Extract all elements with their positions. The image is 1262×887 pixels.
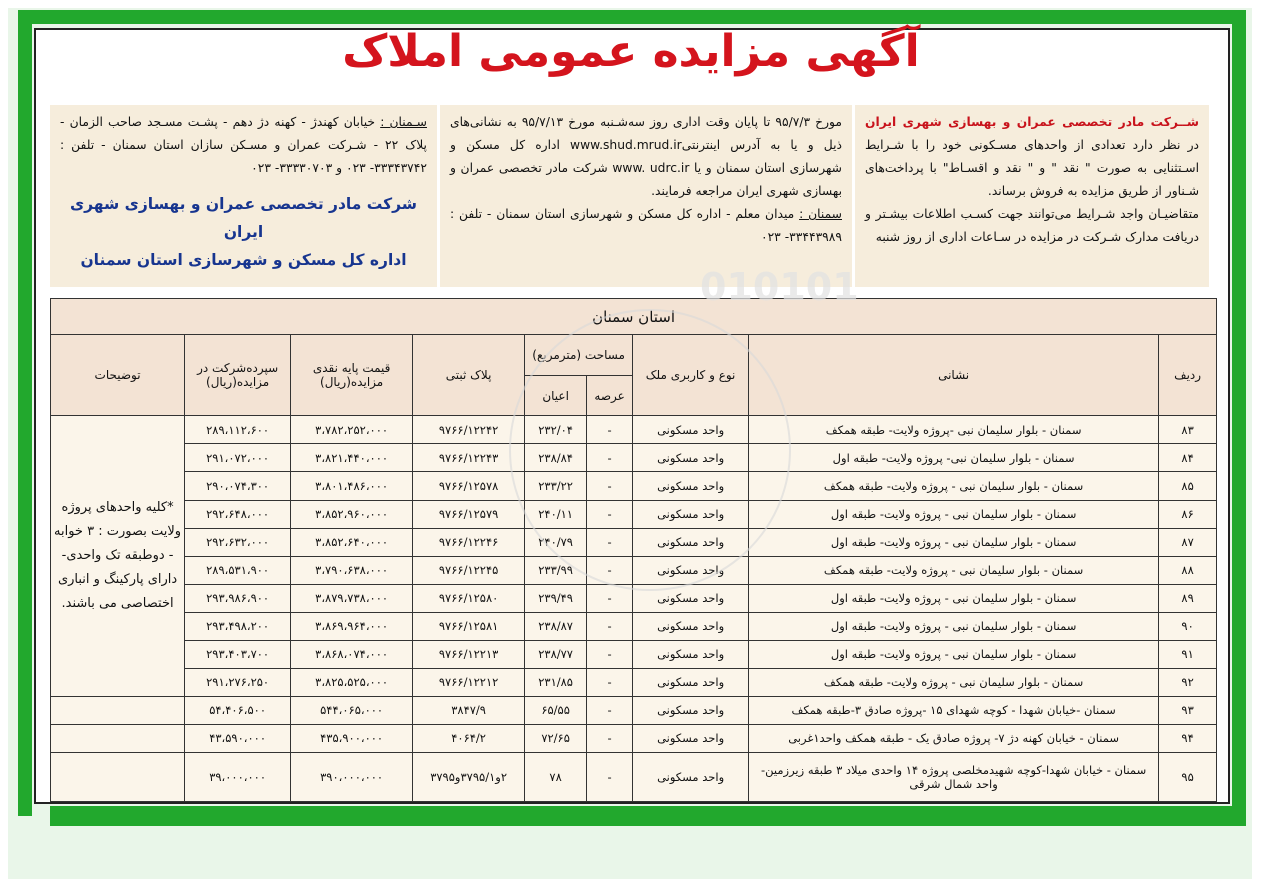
header-plate: پلاک ثبتی (413, 335, 525, 416)
cell-price: ۳،۸۰۱،۴۸۶،۰۰۰ (291, 472, 413, 500)
table-row (51, 556, 1217, 584)
cell-area-land: - (587, 584, 633, 612)
cell-deposit: ۲۸۹،۵۳۱،۹۰۰ (185, 556, 291, 584)
notes-cell: *کلیه واحدهای پروژه ولایت بصورت : ۳ خوابه - دوطبقه تک واحدی- دارای پارکینگ و انباری اختصاصی می باشند. (51, 416, 185, 696)
cell-price: ۳،۸۶۹،۹۶۴،۰۰۰ (291, 612, 413, 640)
cell-usage: واحد مسکونی (633, 640, 749, 668)
table-row (51, 528, 1217, 556)
cell-radif: ۸۹ (1159, 584, 1217, 612)
cell-area-land: - (587, 640, 633, 668)
header-radif: ردیف (1159, 335, 1217, 416)
province-header: استان سمنان (51, 299, 1217, 335)
cell-radif: ۹۴ (1159, 724, 1217, 752)
cell-radif: ۸۸ (1159, 556, 1217, 584)
table-row (51, 472, 1217, 500)
cell-address: سمنان - بلوار سلیمان نبی- پروژه ولایت- طبقه اول (749, 444, 1159, 472)
cell-area-building: ۲۳۲/۰۴ (525, 416, 587, 444)
table-row (51, 612, 1217, 640)
header-area: مساحت (مترمربع) (525, 335, 633, 376)
cell-address: سمنان -خیابان شهدا - کوچه شهدای ۱۵ -پروژه صادق ۳-طبقه همکف (749, 696, 1159, 724)
cell-area-land: - (587, 556, 633, 584)
cell-plate: ۴۰۶۴/۲ (413, 724, 525, 752)
cell-price: ۳،۸۵۲،۹۶۰،۰۰۰ (291, 500, 413, 528)
table-row (51, 500, 1217, 528)
cell-deposit: ۲۹۳،۴۰۳،۷۰۰ (185, 640, 291, 668)
cell-radif: ۹۳ (1159, 696, 1217, 724)
mid-address-label: سمنان : (799, 207, 842, 221)
cell-area-building: ۷۲/۶۵ (525, 724, 587, 752)
cell-area-building: ۲۴۰/۱۱ (525, 500, 587, 528)
intro-company-name: شــرکت مادر تخصصی عمران و بهسازی شهری ایران (865, 115, 1199, 129)
cell-radif: ۸۴ (1159, 444, 1217, 472)
cell-area-building: ۲۳۹/۴۹ (525, 584, 587, 612)
green-border-bottom (50, 806, 1245, 826)
intro-mid-text: مورخ ۹۵/۷/۳ تا پایان وقت اداری روز سه‌شـنبه مورخ ۹۵/۷/۱۳ به نشانی‌های ذیل و یا به آدرس اینترنتیwww.shud.mrud.ir اداره کل مسکن و شهرسازی استان سمنان و یا www. udrc.ir شرکت مادر تخصصی عمران و بهسازی شهری ایران مراجعه فرمایند. (450, 115, 843, 198)
header-area-land: عرصه (587, 375, 633, 416)
notes-cell-empty (51, 724, 185, 752)
cell-plate: ۲و۳۷۹۵/۱و۳۷۹۵ (413, 752, 525, 801)
cell-price: ۳،۸۶۸،۰۷۴،۰۰۰ (291, 640, 413, 668)
cell-plate: ۳۸۴۷/۹ (413, 696, 525, 724)
cell-area-building: ۲۳۸/۸۴ (525, 444, 587, 472)
table-row (51, 724, 1217, 752)
cell-area-building: ۲۳۱/۸۵ (525, 668, 587, 696)
cell-area-land: - (587, 612, 633, 640)
cell-area-land: - (587, 444, 633, 472)
table-row (51, 696, 1217, 724)
cell-radif: ۸۶ (1159, 500, 1217, 528)
cell-radif: ۹۲ (1159, 668, 1217, 696)
cell-plate: ۹۷۶۶/۱۲۲۱۳ (413, 640, 525, 668)
cell-radif: ۹۰ (1159, 612, 1217, 640)
cell-plate: ۹۷۶۶/۱۲۵۷۹ (413, 500, 525, 528)
cell-deposit: ۲۹۳،۹۸۶،۹۰۰ (185, 584, 291, 612)
mid-address: میدان معلم - اداره کل مسکن و شهرسازی استان سمنان - تلفن : ۳۳۴۴۳۹۸۹- ۰۲۳ (450, 207, 842, 244)
header-usage: نوع و کاربری ملک (633, 335, 749, 416)
cell-radif: ۹۵ (1159, 752, 1217, 801)
cell-plate: ۹۷۶۶/۱۲۵۷۸ (413, 472, 525, 500)
cell-usage: واحد مسکونی (633, 724, 749, 752)
intro-right-text1: در نظر دارد تعدادی از واحدهای مسـکونی خود را با شـرایط اسـتثنایی به صورت " نقد " و " نقد و اقسـاط" با پرداخت‌های شـناور از طریق مزایده به فروش برساند. (865, 138, 1199, 198)
intro-left-column (50, 105, 437, 287)
cell-area-land: - (587, 724, 633, 752)
cell-address: سمنان - بلوار سلیمان نبی - پروژه ولایت- طبقه اول (749, 640, 1159, 668)
cell-address: سمنان - بلوار سلیمان نبی - پروژه ولایت- طبقه اول (749, 612, 1159, 640)
cell-area-building: ۶۵/۵۵ (525, 696, 587, 724)
cell-deposit: ۲۹۲،۶۳۲،۰۰۰ (185, 528, 291, 556)
green-border-left (18, 10, 32, 816)
left-company-name-1: شرکت مادر تخصصی عمران و بهسازی شهری ایران (69, 195, 418, 241)
table-row (51, 584, 1217, 612)
cell-deposit: ۲۹۰،۰۷۴،۳۰۰ (185, 472, 291, 500)
cell-address: سمنان - بلوار سلیمان نبی - پروژه ولایت- طبقه همکف (749, 668, 1159, 696)
cell-deposit: ۲۹۲،۶۴۸،۰۰۰ (185, 500, 291, 528)
cell-price: ۵۴۴،۰۶۵،۰۰۰ (291, 696, 413, 724)
cell-usage: واحد مسکونی (633, 612, 749, 640)
cell-address: سمنان - خیابان کهنه دژ ۷- پروژه صادق یک - طبقه همکف واحد۱غربی (749, 724, 1159, 752)
cell-deposit: ۲۸۹،۱۱۲،۶۰۰ (185, 416, 291, 444)
left-company-block (60, 190, 427, 274)
notes-cell-empty (51, 696, 185, 724)
cell-price: ۳،۷۹۰،۶۳۸،۰۰۰ (291, 556, 413, 584)
properties-table (50, 298, 1217, 802)
cell-deposit: ۲۹۱،۲۷۶،۲۵۰ (185, 668, 291, 696)
left-address-label: سـمنان : (380, 115, 427, 129)
cell-area-land: - (587, 416, 633, 444)
intro-middle-column (440, 105, 852, 287)
cell-area-building: ۲۴۰/۷۹ (525, 528, 587, 556)
cell-price: ۳،۷۸۲،۲۵۲،۰۰۰ (291, 416, 413, 444)
cell-plate: ۹۷۶۶/۱۲۲۴۳ (413, 444, 525, 472)
cell-plate: ۹۷۶۶/۱۲۲۴۵ (413, 556, 525, 584)
cell-usage: واحد مسکونی (633, 472, 749, 500)
cell-address: سمنان - خیابان شهدا-کوچه شهیدمخلصی پروژه ۱۴ واحدی میلاد ۳ طبقه زیرزمین- واحد شمال شرقی (749, 752, 1159, 801)
left-address: خیابان کهندژ - کهنه دژ دهم - پشـت مسـجد صاحب الزمان - پلاک ۲۲ - شـرکت عمران و مسـکن سازان استان سمنان - تلفن : ۳۳۳۴۳۷۴۲- ۰۲۳ و ۳۳۳۳۰۷۰۳- ۰۲۳ (60, 115, 427, 175)
cell-deposit: ۳۹،۰۰۰،۰۰۰ (185, 752, 291, 801)
svg-text:010101: 010101 (700, 270, 859, 309)
cell-plate: ۹۷۶۶/۱۲۲۴۲ (413, 416, 525, 444)
table-row (51, 752, 1217, 801)
left-company-name-2: اداره کل مسکن و شهرسازی استان سمنان (80, 251, 407, 269)
cell-area-land: - (587, 696, 633, 724)
cell-usage: واحد مسکونی (633, 444, 749, 472)
cell-usage: واحد مسکونی (633, 696, 749, 724)
cell-radif: ۸۷ (1159, 528, 1217, 556)
intro-right-text2: متقاضیـان واجد شـرایط می‌توانند جهت کسـب اطلاعات بیشـتر و دریافت مدارک شـرکت در مزایده در سـاعات اداری از روز شنبه (865, 207, 1199, 244)
cell-radif: ۸۵ (1159, 472, 1217, 500)
table-row (51, 640, 1217, 668)
intro-right-column (855, 105, 1209, 287)
cell-usage: واحد مسکونی (633, 416, 749, 444)
cell-usage: واحد مسکونی (633, 668, 749, 696)
cell-price: ۳،۸۲۵،۵۲۵،۰۰۰ (291, 668, 413, 696)
cell-deposit: ۲۹۳،۴۹۸،۲۰۰ (185, 612, 291, 640)
header-area-building: اعیان (525, 375, 587, 416)
cell-price: ۳،۸۷۹،۷۳۸،۰۰۰ (291, 584, 413, 612)
cell-area-land: - (587, 528, 633, 556)
cell-deposit: ۵۴،۴۰۶،۵۰۰ (185, 696, 291, 724)
header-address: نشانی (749, 335, 1159, 416)
cell-usage: واحد مسکونی (633, 584, 749, 612)
cell-plate: ۹۷۶۶/۱۲۵۸۱ (413, 612, 525, 640)
cell-usage: واحد مسکونی (633, 752, 749, 801)
table-row (51, 668, 1217, 696)
green-border-top (18, 10, 1244, 24)
green-border-right (1232, 10, 1246, 826)
cell-address: سمنان - بلوار سلیمان نبی - پروژه ولایت- طبقه اول (749, 500, 1159, 528)
header-notes: توضیحات (51, 335, 185, 416)
cell-deposit: ۲۹۱،۰۷۲،۰۰۰ (185, 444, 291, 472)
table-row (51, 444, 1217, 472)
cell-address: سمنان - بلوار سلیمان نبی -پروژه ولایت- طبقه همکف (749, 416, 1159, 444)
cell-radif: ۸۳ (1159, 416, 1217, 444)
notes-cell-empty (51, 752, 185, 801)
cell-plate: ۹۷۶۶/۱۲۲۴۶ (413, 528, 525, 556)
cell-plate: ۹۷۶۶/۱۲۵۸۰ (413, 584, 525, 612)
table-row (51, 416, 1217, 444)
cell-area-building: ۲۳۸/۸۷ (525, 612, 587, 640)
cell-radif: ۹۱ (1159, 640, 1217, 668)
cell-area-land: - (587, 472, 633, 500)
cell-area-land: - (587, 500, 633, 528)
cell-plate: ۹۷۶۶/۱۲۲۱۲ (413, 668, 525, 696)
cell-address: سمنان - بلوار سلیمان نبی - پروژه ولایت- طبقه همکف (749, 556, 1159, 584)
cell-area-building: ۷۸ (525, 752, 587, 801)
cell-area-building: ۲۳۳/۲۲ (525, 472, 587, 500)
header-price: قیمت پایه نقدی مزایده(ریال) (291, 335, 413, 416)
notice-title: آگهی مزایده عمومی املاک (342, 26, 920, 77)
cell-price: ۳،۸۵۲،۶۴۰،۰۰۰ (291, 528, 413, 556)
header-deposit: سپرده‌شرکت در مزایده(ریال) (185, 335, 291, 416)
cell-address: سمنان - بلوار سلیمان نبی - پروژه ولایت- طبقه اول (749, 584, 1159, 612)
cell-area-land: - (587, 752, 633, 801)
cell-area-building: ۲۳۸/۷۷ (525, 640, 587, 668)
cell-deposit: ۴۳،۵۹۰،۰۰۰ (185, 724, 291, 752)
cell-usage: واحد مسکونی (633, 528, 749, 556)
cell-price: ۳۹۰،۰۰۰،۰۰۰ (291, 752, 413, 801)
cell-price: ۳،۸۲۱،۴۴۰،۰۰۰ (291, 444, 413, 472)
cell-usage: واحد مسکونی (633, 556, 749, 584)
cell-usage: واحد مسکونی (633, 500, 749, 528)
cell-address: سمنان - بلوار سلیمان نبی - پروژه ولایت- طبقه همکف (749, 472, 1159, 500)
cell-area-building: ۲۳۳/۹۹ (525, 556, 587, 584)
cell-address: سمنان - بلوار سلیمان نبی - پروژه ولایت- طبقه اول (749, 528, 1159, 556)
cell-price: ۴۳۵،۹۰۰،۰۰۰ (291, 724, 413, 752)
cell-area-land: - (587, 668, 633, 696)
